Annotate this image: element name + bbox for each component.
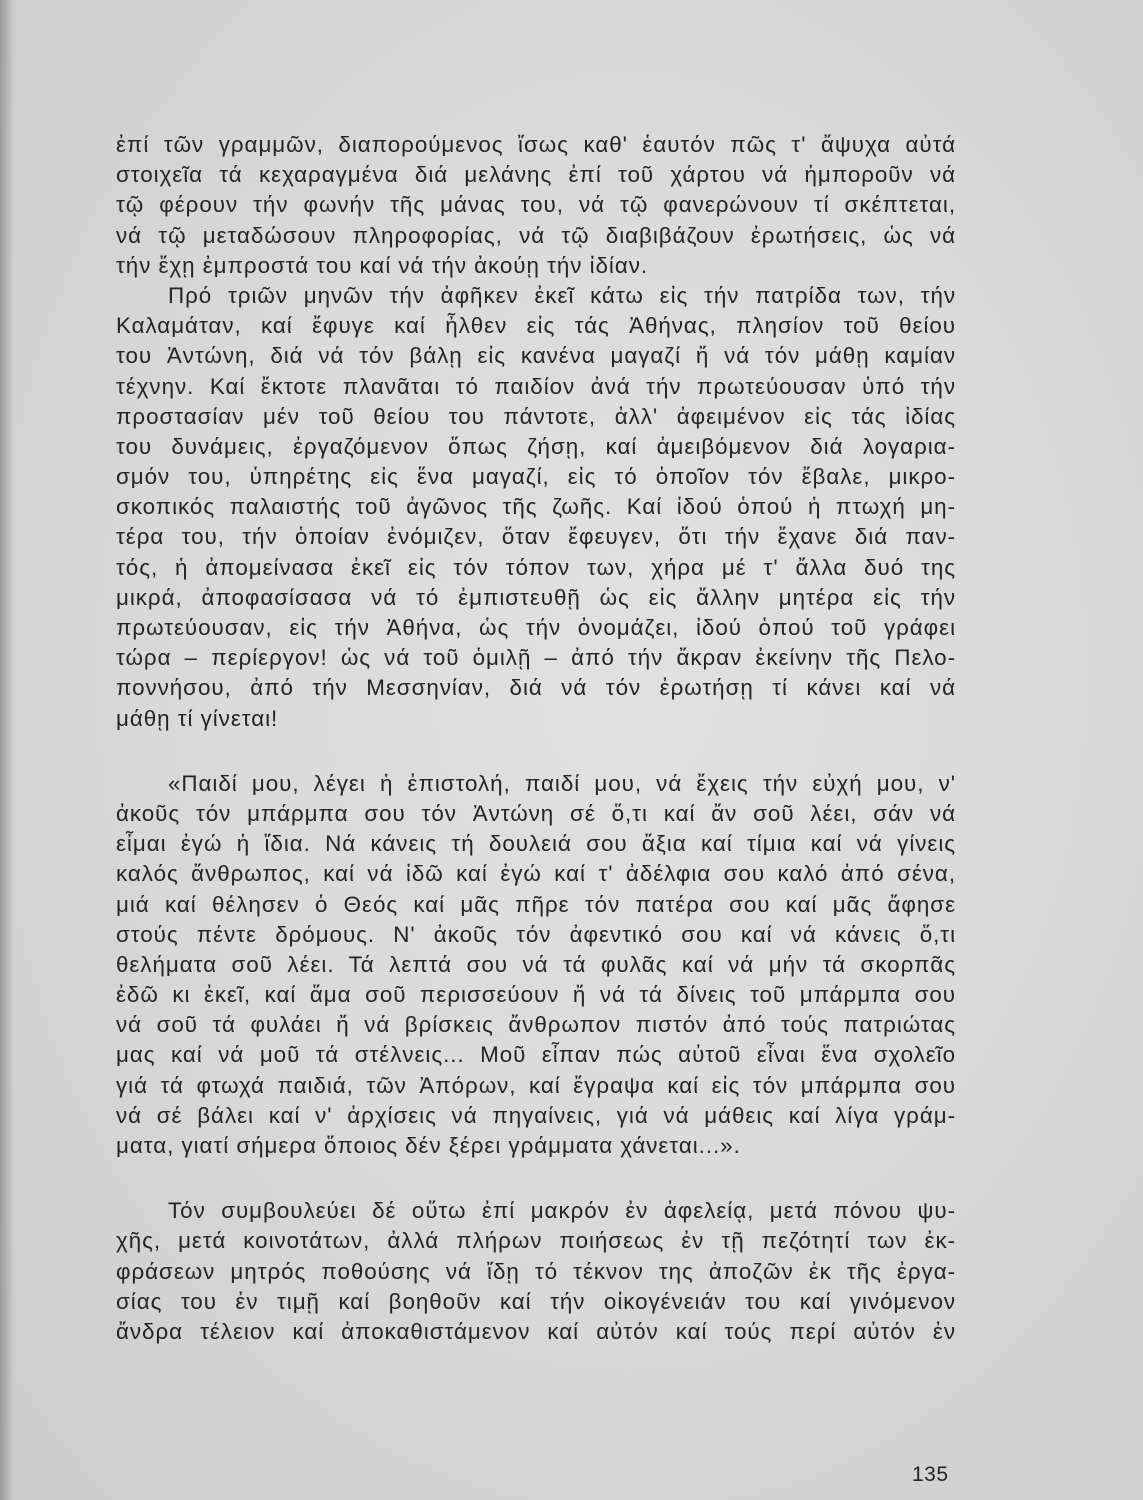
text-line: ἐδῶ κι ἐκεῖ, καί ἅμα σοῦ περισσεύουν ἤ νά τά δίνεις τοῦ μπάρμπα σου — [116, 982, 956, 1008]
text-line: εἶμαι ἐγώ ἡ ἴδια. Νά κάνεις τή δουλειά σου ἄξια καί τίμια καί νά γίνεις — [116, 831, 956, 857]
text-line: ἀκοῦς τόν μπάρμπα σου τόν Ἀντώνη σέ ὅ,τι καί ἄν σοῦ λέει, σάν νά — [116, 800, 956, 826]
paragraph-gap — [116, 734, 956, 769]
quoted-letter — [116, 769, 956, 1161]
text-line: στοιχεῖα τά κεχαραγμένα διά μελάνης ἐπί τοῦ χάρτου νά ἠμποροῦν νά — [116, 162, 956, 188]
text-line: χῆς, μετά κοινοτάτων, ἀλλά πλήρων ποιήσεως ἐν τῇ πεζότητί των ἐκ- — [116, 1228, 956, 1254]
text-line: στούς πέντε δρόμους. Ν' ἀκοῦς τόν ἀφεντικό σου καί νά κάνεις ὅ,τι — [116, 921, 956, 947]
text-line: θελήματα σοῦ λέει. Τά λεπτά σου νά τά φυλᾶς καί νά μήν τά σκορπᾶς — [116, 951, 956, 977]
text-line: μιά καί θέλησεν ὁ Θεός καί μᾶς πῆρε τόν πατέρα σου καί μᾶς ἄφησε — [116, 891, 956, 917]
text-line: πρωτεύουσαν, εἰς τήν Ἀθήνα, ὡς τήν ὀνομάζει, ἰδού ὁπού τοῦ γράφει — [116, 615, 956, 640]
text-line: σμόν του, ὑπηρέτης εἰς ἕνα μαγαζί, εἰς τό ὁποῖον τόν ἔβαλε, μικρο- — [116, 464, 956, 490]
text-line: ματα, γιατί σήμερα ὅποιος δέν ξέρει γράμματα χάνεται...». — [116, 1133, 741, 1158]
paragraph — [116, 130, 956, 281]
text-line: μάθῃ τί γίνεται! — [116, 705, 279, 731]
text-line: μας καί νά μοῦ τά στέλνεις... Μοῦ εἶπαν πώς αὐτοῦ εἶναι ἕνα σχολεῖο — [116, 1042, 956, 1068]
paragraph — [116, 1196, 956, 1347]
text-line: του Ἀντώνη, διά νά τόν βάλῃ εἰς κανένα μαγαζί ἤ νά τόν μάθῃ καμίαν — [116, 343, 956, 369]
text-line: Πρό τριῶν μηνῶν τήν ἀφῆκεν ἐκεῖ κάτω εἰς τήν πατρίδα των, τήν — [168, 282, 956, 308]
text-line: τός, ἡ ἀπομείνασα ἐκεῖ εἰς τόν τόπον των, χήρα μέ τ' ἄλλα δυό της — [116, 554, 956, 580]
text-line: φράσεων μητρός ποθούσης νά ἴδῃ τό τέκνον της ἀποζῶν ἐκ τῆς ἐργα- — [116, 1258, 956, 1284]
text-line: ποννήσου, ἀπό τήν Μεσσηνίαν, διά νά τόν ἐρωτήσῃ τί κάνει καί νά — [116, 675, 956, 701]
body-text — [116, 130, 956, 1347]
text-line: σκοπικός παλαιστής τοῦ ἀγῶνος τῆς ζωῆς. Καί ἰδού ὁπού ἡ πτωχή μη- — [116, 494, 956, 520]
paragraph — [116, 281, 956, 734]
text-line: γιά τά φτωχά παιδιά, τῶν Ἀπόρων, καί ἔγραψα καί εἰς τόν μπάρμπα σου — [116, 1072, 956, 1098]
text-line: καλός ἄνθρωπος, καί νά ἰδῶ καί ἐγώ καί τ' ἀδέλφια σου καλό ἀπό σένα, — [116, 861, 956, 887]
text-line: τέχνην. Καί ἔκτοτε πλανᾶται τό παιδίον ἀνά τήν πρωτεύουσαν ὑπό τήν — [116, 373, 956, 399]
text-line: τήν ἔχῃ ἐμπροστά του καί νά τήν ἀκούῃ τήν ἰδίαν. — [116, 252, 649, 278]
text-line: σίας του ἐν τιμῇ καί βοηθοῦν καί τήν οἰκογένειάν του καί γινόμενον — [116, 1288, 956, 1314]
text-line: νά σέ βάλει καί ν' ἀρχίσεις νά πηγαίνεις, γιά νά μάθεις καί λίγα γράμ- — [116, 1102, 956, 1128]
text-line: μικρά, ἀποφασίσασα νά τό ἐμπιστευθῇ ὡς εἰς ἄλλην μητέρα εἰς τήν — [116, 584, 956, 610]
text-line: Τόν συμβουλεύει δέ οὕτω ἐπί μακρόν ἐν ἀφελείᾳ, μετά πόνου ψυ- — [168, 1198, 956, 1224]
text-line: τῷ φέρουν τήν φωνήν τῆς μάνας του, νά τῷ φανερώνουν τί σκέπτεται, — [116, 192, 956, 218]
text-line: τέρα του, τήν ὁποίαν ἐνόμιζεν, ὅταν ἔφευγεν, ὅτι τήν ἔχανε διά παν- — [116, 524, 956, 550]
paragraph-gap — [116, 1161, 956, 1196]
text-line: «Παιδί μου, λέγει ἡ ἐπιστολή, παιδί μου, νά ἔχεις τήν εὐχή μου, ν' — [168, 770, 956, 796]
text-line: ἐπί τῶν γραμμῶν, διαπορούμενος ἴσως καθ' ἑαυτόν πῶς τ' ἄψυχα αὐτά — [116, 132, 956, 157]
text-line: του δυνάμεις, ἐργαζόμενον ὅπως ζήσῃ, καί ἀμειβόμενον διά λογαρια- — [116, 433, 956, 459]
text-line: προστασίαν μέν τοῦ θείου του πάντοτε, ἀλλ' ἀφειμένον εἰς τάς ἰδίας — [116, 403, 956, 429]
text-line: τώρα – περίεργον! ὡς νά τοῦ ὁμιλῇ – ἀπό τήν ἄκραν ἐκείνην τῆς Πελο- — [116, 645, 956, 671]
binding-shadow — [0, 0, 14, 1500]
text-line: Καλαμάταν, καί ἔφυγε καί ἦλθεν εἰς τάς Ἀθήνας, πλησίον τοῦ θείου — [116, 313, 956, 339]
text-line: νά σοῦ τά φυλάει ἤ νά βρίσκεις ἄνθρωπον πιστόν ἀπό τούς πατριώτας — [116, 1012, 956, 1038]
text-line: νά τῷ μεταδώσουν πληροφορίας, νά τῷ διαβιβάζουν ἐρωτήσεις, ὡς νά — [116, 222, 956, 248]
page-number: 135 — [912, 1463, 949, 1486]
text-line: ἄνδρα τέλειον καί ἀποκαθιστάμενον καί αὐτόν καί τούς περί αὐτόν ἐν — [116, 1318, 956, 1344]
